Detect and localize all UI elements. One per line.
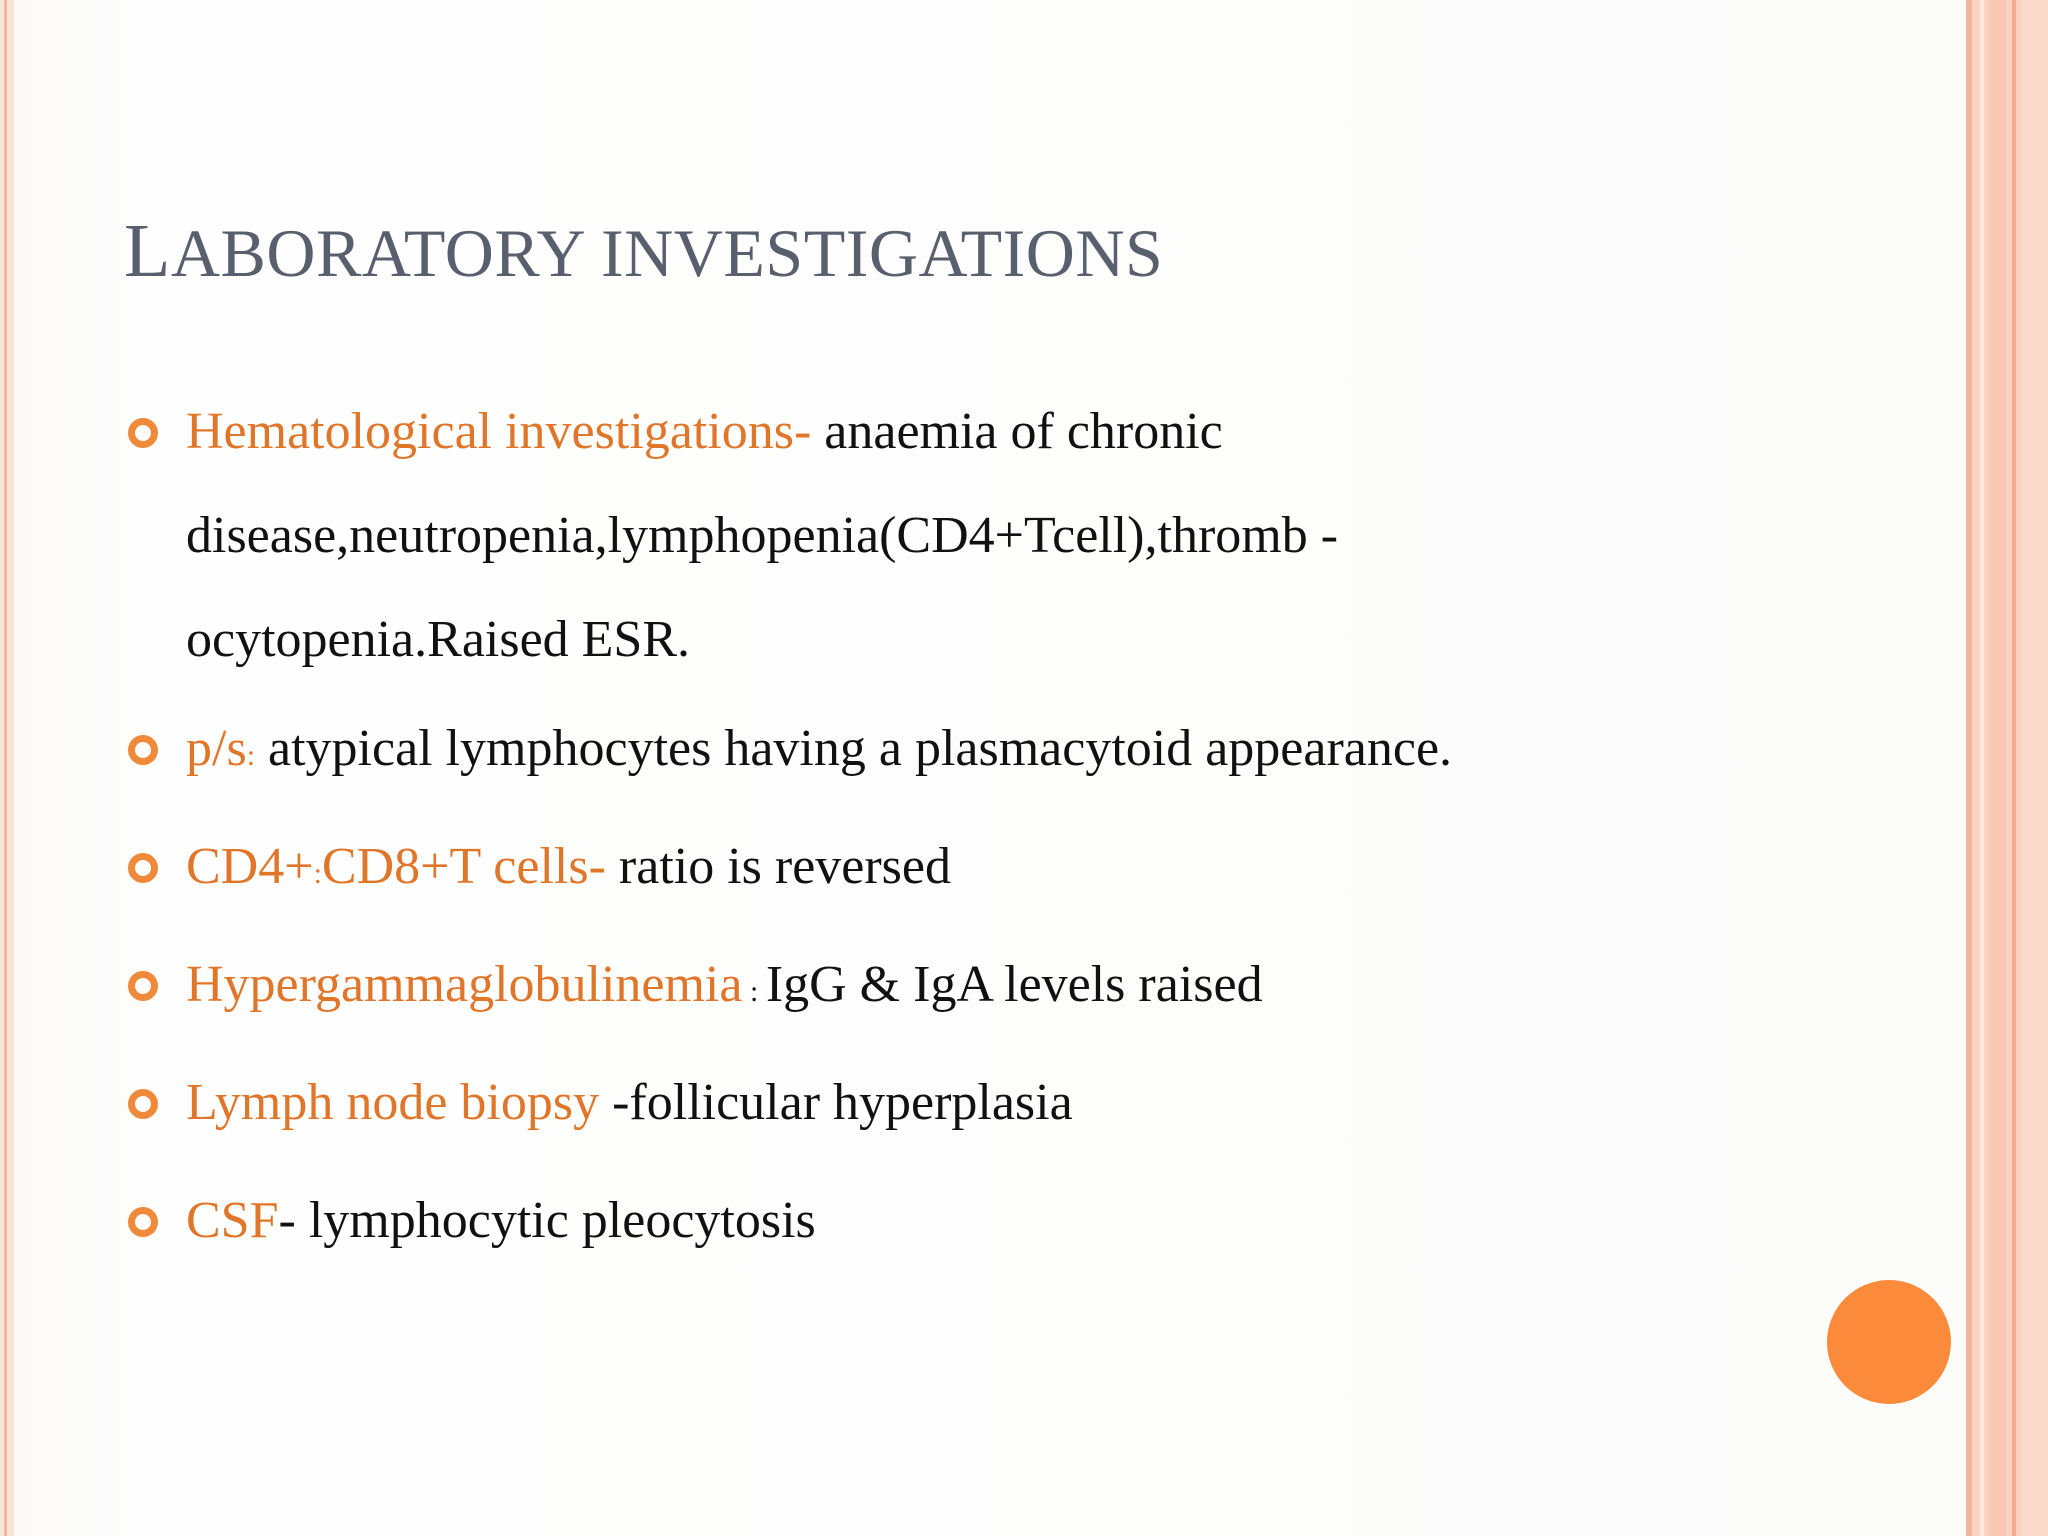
bullet-term: p/s bbox=[186, 720, 247, 777]
bullet-term: Lymph node biopsy bbox=[186, 1074, 600, 1131]
bullet-text: - lymphocytic pleocytosis bbox=[278, 1192, 816, 1249]
bullet-term: Hypergammaglobulinemia bbox=[186, 956, 743, 1013]
bullet-item bbox=[124, 933, 1944, 1053]
bullet-line bbox=[186, 380, 1944, 484]
stripe bbox=[2022, 0, 2048, 1536]
bullet-item bbox=[124, 1169, 1944, 1289]
bullet-item bbox=[124, 697, 1944, 817]
bullet-text: anaemia of chronic bbox=[811, 403, 1223, 460]
bullet-text: atypical lymphocytes having a plasmacytoid appearance. bbox=[255, 720, 1453, 777]
bullet-term: CD8+T cells- bbox=[321, 838, 606, 895]
bullet-circle-icon bbox=[128, 1089, 158, 1119]
bullet-text: ratio is reversed bbox=[605, 838, 951, 895]
bullet-circle-icon bbox=[128, 735, 158, 765]
bullet-circle-icon bbox=[128, 971, 158, 1001]
bullet-item bbox=[124, 1051, 1944, 1171]
right-border-stripes bbox=[1966, 0, 2048, 1536]
title-initial: L bbox=[124, 209, 171, 293]
stripe bbox=[1966, 0, 1972, 1536]
bullet-line: disease,neutropenia,lymphopenia(CD4+Tcell),thromb - bbox=[186, 507, 1339, 564]
bullet-term: CD4+ bbox=[186, 838, 314, 895]
bullet-item bbox=[124, 380, 1944, 680]
bullet-text: -follicular hyperplasia bbox=[599, 1074, 1073, 1131]
bullet-circle-icon bbox=[128, 853, 158, 883]
stripe bbox=[2012, 0, 2016, 1536]
bullet-text: IgG & IgA levels raised bbox=[765, 956, 1263, 1013]
bullet-circle-icon bbox=[128, 418, 158, 448]
bullet-item bbox=[124, 815, 1944, 935]
title-rest: ABORATORY INVESTIGATIONS bbox=[170, 215, 1164, 291]
bullet-list bbox=[124, 380, 1944, 1289]
bullet-separator: : bbox=[246, 739, 256, 772]
stripe bbox=[1980, 0, 1984, 1536]
decorative-circle bbox=[1827, 1280, 1951, 1404]
bullet-separator: : bbox=[313, 857, 322, 890]
slide-title bbox=[124, 208, 1163, 295]
bullet-term: Hematological investigations- bbox=[186, 403, 812, 460]
bullet-term: CSF bbox=[186, 1192, 279, 1249]
bullet-circle-icon bbox=[128, 1207, 158, 1237]
bullet-separator: : bbox=[742, 975, 766, 1008]
stripe bbox=[1988, 0, 2006, 1536]
left-border-stripe bbox=[0, 0, 14, 1536]
bullet-line: ocytopenia.Raised ESR. bbox=[186, 611, 691, 668]
